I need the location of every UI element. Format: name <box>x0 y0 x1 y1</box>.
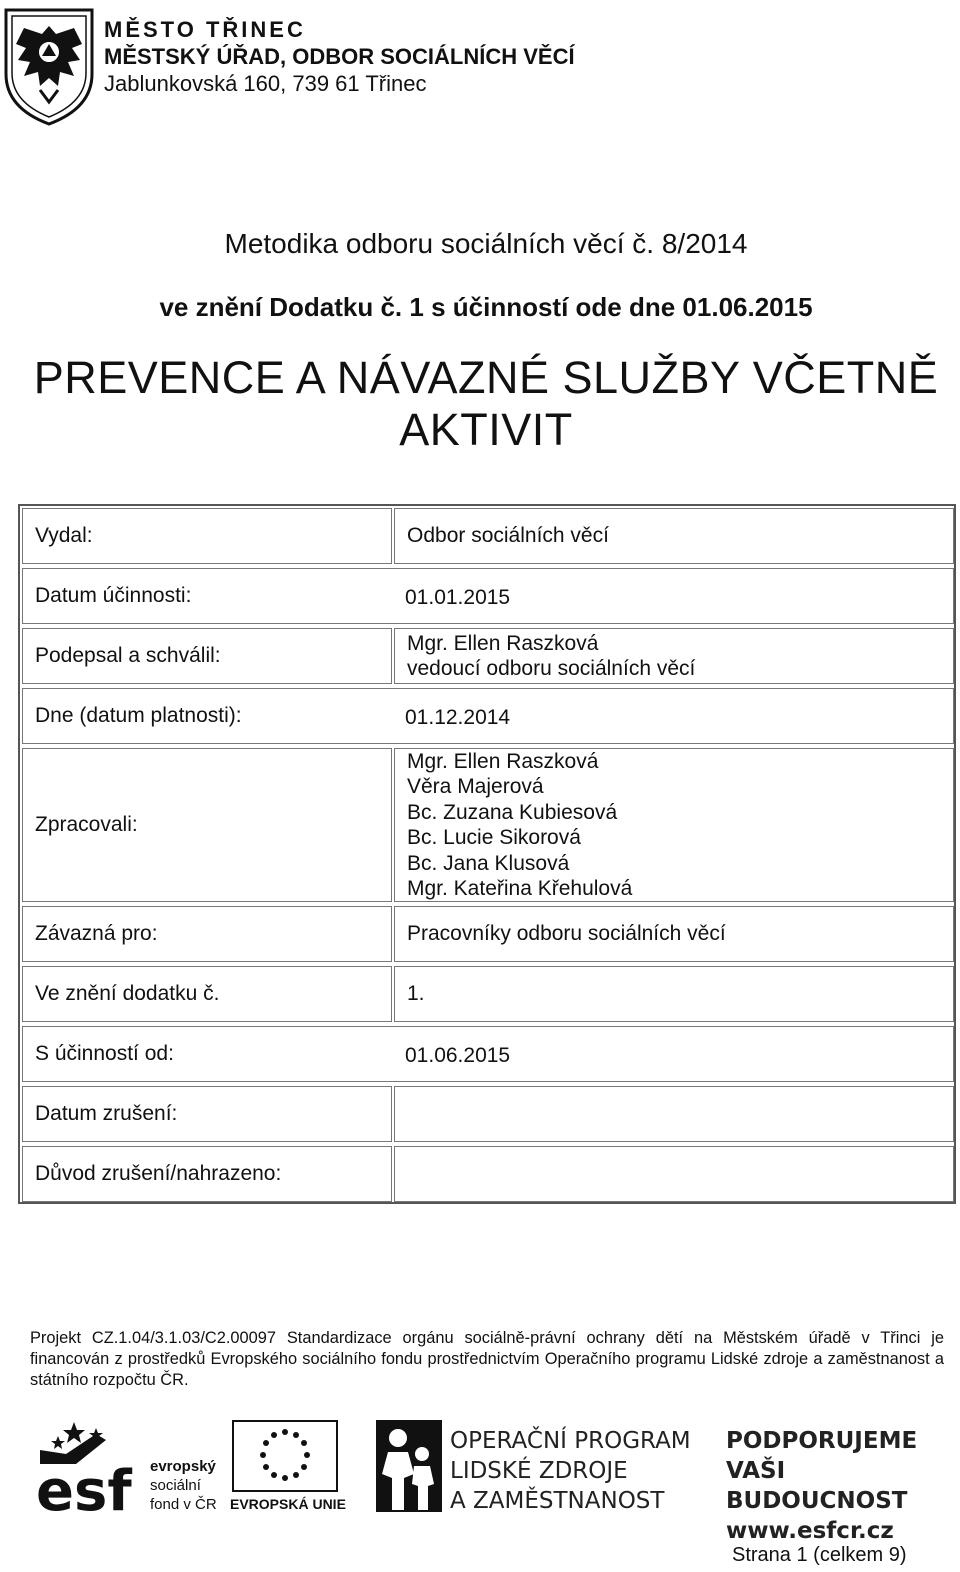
validity-label: Dne (datum platnosti): <box>35 704 242 727</box>
cancel-value <box>394 1086 954 1142</box>
esf-logo <box>36 1420 146 1514</box>
signed-label: Podepsal a schválil: <box>22 628 392 684</box>
city-crest-logo <box>2 4 96 128</box>
author-item: Bc. Jana Klusová <box>407 851 570 875</box>
op-people-logo <box>374 1418 444 1514</box>
office-header <box>104 16 575 97</box>
binding-label: Závazná pro: <box>22 906 392 962</box>
author-item: Mgr. Ellen Raszková <box>407 749 599 773</box>
document-main-title: PREVENCE A NÁVAZNÉ SLUŽBY VČETNĚ AKTIVIT <box>33 352 939 455</box>
author-item: Bc. Lucie Sikorová <box>407 826 581 849</box>
eu-flag-logo <box>232 1420 338 1492</box>
effective-from-label: S účinností od: <box>35 1042 174 1065</box>
authors-cell <box>394 748 954 902</box>
amendment-value: 1. <box>394 966 954 1022</box>
op-line-3: A ZAMĚSTNANOST <box>450 1488 665 1514</box>
signed-cell <box>394 628 954 684</box>
office-address: Jablunkovská 160, 739 61 Třinec <box>104 71 427 96</box>
esf-label-1: evropský <box>150 1458 216 1475</box>
esf-label-3: fond v ČR <box>150 1496 217 1513</box>
support-line-2: VAŠI BUDOUCNOST <box>726 1458 908 1514</box>
author-item: Mgr. Kateřina Křehulová <box>407 877 633 900</box>
methodology-title: Metodika odboru sociálních věcí č. 8/2014 <box>224 228 748 259</box>
office-name: MĚSTSKÝ ÚŘAD, ODBOR SOCIÁLNÍCH VĚCÍ <box>104 44 575 69</box>
issued-value: Odbor sociálních věcí <box>394 508 954 564</box>
op-line-2: LIDSKÉ ZDROJE <box>450 1458 628 1484</box>
reason-value <box>394 1146 954 1202</box>
op-line-1: OPERAČNÍ PROGRAM <box>450 1428 691 1454</box>
amendment-label: Ve znění dodatku č. <box>22 966 392 1022</box>
effective-label: Datum účinnosti: <box>35 584 192 607</box>
effective-from-value: 01.06.2015 <box>405 1044 511 1067</box>
validity-value: 01.12.2014 <box>405 706 511 729</box>
svg-text:esf: esf <box>36 1459 132 1514</box>
authors-label: Zpracovali: <box>22 748 392 902</box>
page-number: Strana 1 (celkem 9) <box>732 1544 907 1566</box>
support-slogan <box>726 1426 950 1546</box>
author-item: Bc. Zuzana Kubiesová <box>407 800 618 824</box>
eu-label: EVROPSKÁ UNIE <box>230 1496 346 1512</box>
support-link[interactable]: www.esfcr.cz <box>726 1518 894 1544</box>
op-label <box>450 1426 691 1516</box>
issued-label: Vydal: <box>22 508 392 564</box>
document-info-table <box>18 504 956 1204</box>
funding-logos <box>30 1418 950 1544</box>
reason-label: Důvod zrušení/nahrazeno: <box>22 1146 392 1202</box>
cancel-label: Datum zrušení: <box>22 1086 392 1142</box>
city-name: MĚSTO TŘINEC <box>104 17 306 42</box>
binding-value: Pracovníky odboru sociálních věcí <box>394 906 954 962</box>
support-line-1: PODPORUJEME <box>726 1428 918 1454</box>
esf-label-2: sociální <box>150 1477 201 1494</box>
effective-value: 01.01.2015 <box>405 586 511 609</box>
signed-name: Mgr. Ellen Raszková <box>407 631 599 655</box>
signed-role: vedoucí odboru sociálních věcí <box>407 657 696 680</box>
amendment-title: ve znění Dodatku č. 1 s účinností ode dne 01.06.2015 <box>159 292 813 322</box>
author-item: Věra Majerová <box>407 775 544 798</box>
project-statement: Projekt CZ.1.04/3.1.03/C2.00097 Standardizace orgánu sociálně-právní ochrany dětí na Městském úřadě v Třinci je financován z prostředků Evropského sociálního fondu prostřednictvím Operačního programu Lidské zdroje a zaměstnanost a státního rozpočtu ČR. <box>30 1329 944 1389</box>
